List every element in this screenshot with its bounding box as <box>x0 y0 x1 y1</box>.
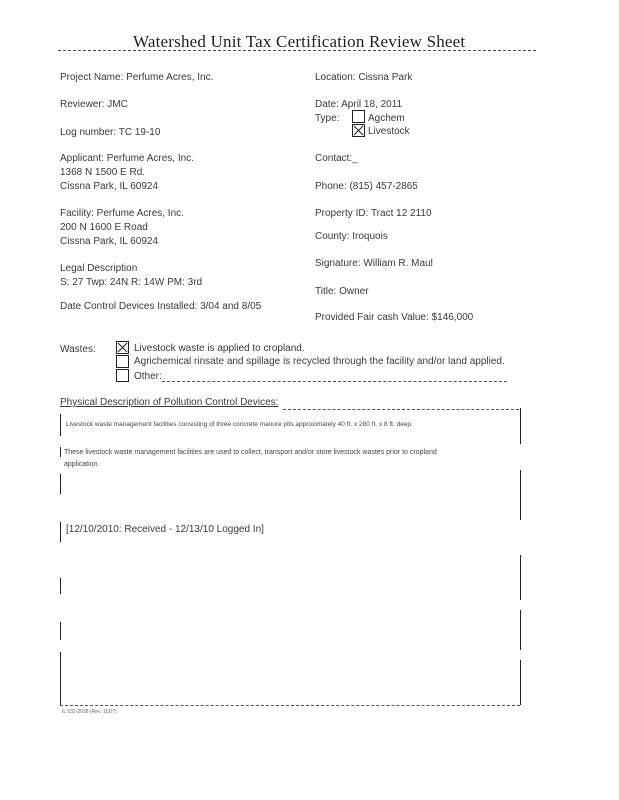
form-code: IL 532-2038 (Rev. 11/07) <box>62 709 117 715</box>
physical-description-line-1: Livestock waste management facilities consisting of three concrete manure pits approximately 40 ft. x 280 ft. x 8 ft. deep. <box>66 421 413 428</box>
project-name: Project Name: Perfume Acres, Inc. <box>60 72 214 83</box>
physical-description-heading: Physical Description of Pollution Control Devices: <box>60 397 279 408</box>
type-agchem-label: Agchem <box>368 113 405 124</box>
review-date: Date: April 18, 2011 <box>315 99 403 110</box>
waste-other-checkbox[interactable] <box>116 369 129 382</box>
property-id: Property ID: Tract 12 2110 <box>315 208 432 219</box>
contact: Contact:_ <box>315 153 358 164</box>
location: Location: Cissna Park <box>315 72 413 83</box>
applicant-address: 1368 N 1500 E Rd. <box>60 167 146 178</box>
box-bottom-edge <box>60 705 520 706</box>
box-left-edge-4 <box>60 522 61 542</box>
wastes-label: Wastes: <box>60 344 96 355</box>
title-underline <box>58 50 536 51</box>
title-field: Title: Owner <box>315 286 369 297</box>
box-left-edge-8 <box>60 692 61 706</box>
phone: Phone: (815) 457-2865 <box>315 181 418 192</box>
box-left-edge-2 <box>60 447 61 457</box>
waste-agrichemical-label: Agrichemical rinsate and spillage is recycled through the facility and/or land applied. <box>134 356 505 367</box>
applicant-city: Cissna Park, IL 60924 <box>60 181 159 192</box>
log-number: Log number: TC 19-10 <box>60 127 161 138</box>
reviewer: Reviewer: JMC <box>60 99 128 110</box>
county: County: Iroquois <box>315 231 388 242</box>
physical-heading-line <box>283 409 519 410</box>
legal-description: S: 27 Twp: 24N R: 14W PM: 3rd <box>60 277 203 288</box>
box-right-edge-5 <box>520 660 521 705</box>
box-right-edge-4 <box>520 610 521 650</box>
type-livestock-label: Livestock <box>368 126 410 137</box>
waste-other-line[interactable] <box>162 381 507 382</box>
box-left-edge-3 <box>60 474 61 494</box>
page-title: Watershed Unit Tax Certification Review Sheet <box>133 32 466 51</box>
box-right-edge-2 <box>520 470 521 520</box>
box-left-edge-5 <box>60 578 61 594</box>
physical-description-line-2a: These livestock waste management facilities are used to collect, transport and/or store livestock wastes prior to cropland <box>64 449 437 456</box>
type-livestock-checkbox[interactable] <box>352 124 365 137</box>
facility-address: 200 N 1600 E Road <box>60 222 148 233</box>
type-label: Type: <box>315 113 340 124</box>
type-agchem-checkbox[interactable] <box>352 110 365 123</box>
facility-name: Facility: Perfume Acres, Inc. <box>60 208 184 219</box>
signature: Signature: William R. Maul <box>315 258 433 269</box>
waste-other-label: Other: <box>134 371 162 382</box>
box-left-edge-7 <box>60 652 61 692</box>
waste-livestock-label: Livestock waste is applied to cropland. <box>134 343 305 354</box>
box-right-edge <box>520 408 521 444</box>
waste-livestock-checkbox[interactable] <box>116 341 129 354</box>
box-left-edge-6 <box>60 622 61 640</box>
applicant-name: Applicant: Perfume Acres, Inc. <box>60 153 194 164</box>
fair-cash-value: Provided Fair cash Value: $146,000 <box>315 312 474 323</box>
waste-agrichemical-checkbox[interactable] <box>116 355 129 368</box>
date-installed: Date Control Devices Installed: 3/04 and 8/05 <box>60 301 262 312</box>
physical-description-line-2b: application. <box>64 461 100 468</box>
box-right-edge-3 <box>520 555 521 600</box>
received-note: [12/10/2010: Received - 12/13/10 Logged In] <box>66 524 264 535</box>
legal-description-label: Legal Description <box>60 263 138 274</box>
box-left-edge <box>60 414 61 436</box>
facility-city: Cissna Park, IL 60924 <box>60 236 159 247</box>
